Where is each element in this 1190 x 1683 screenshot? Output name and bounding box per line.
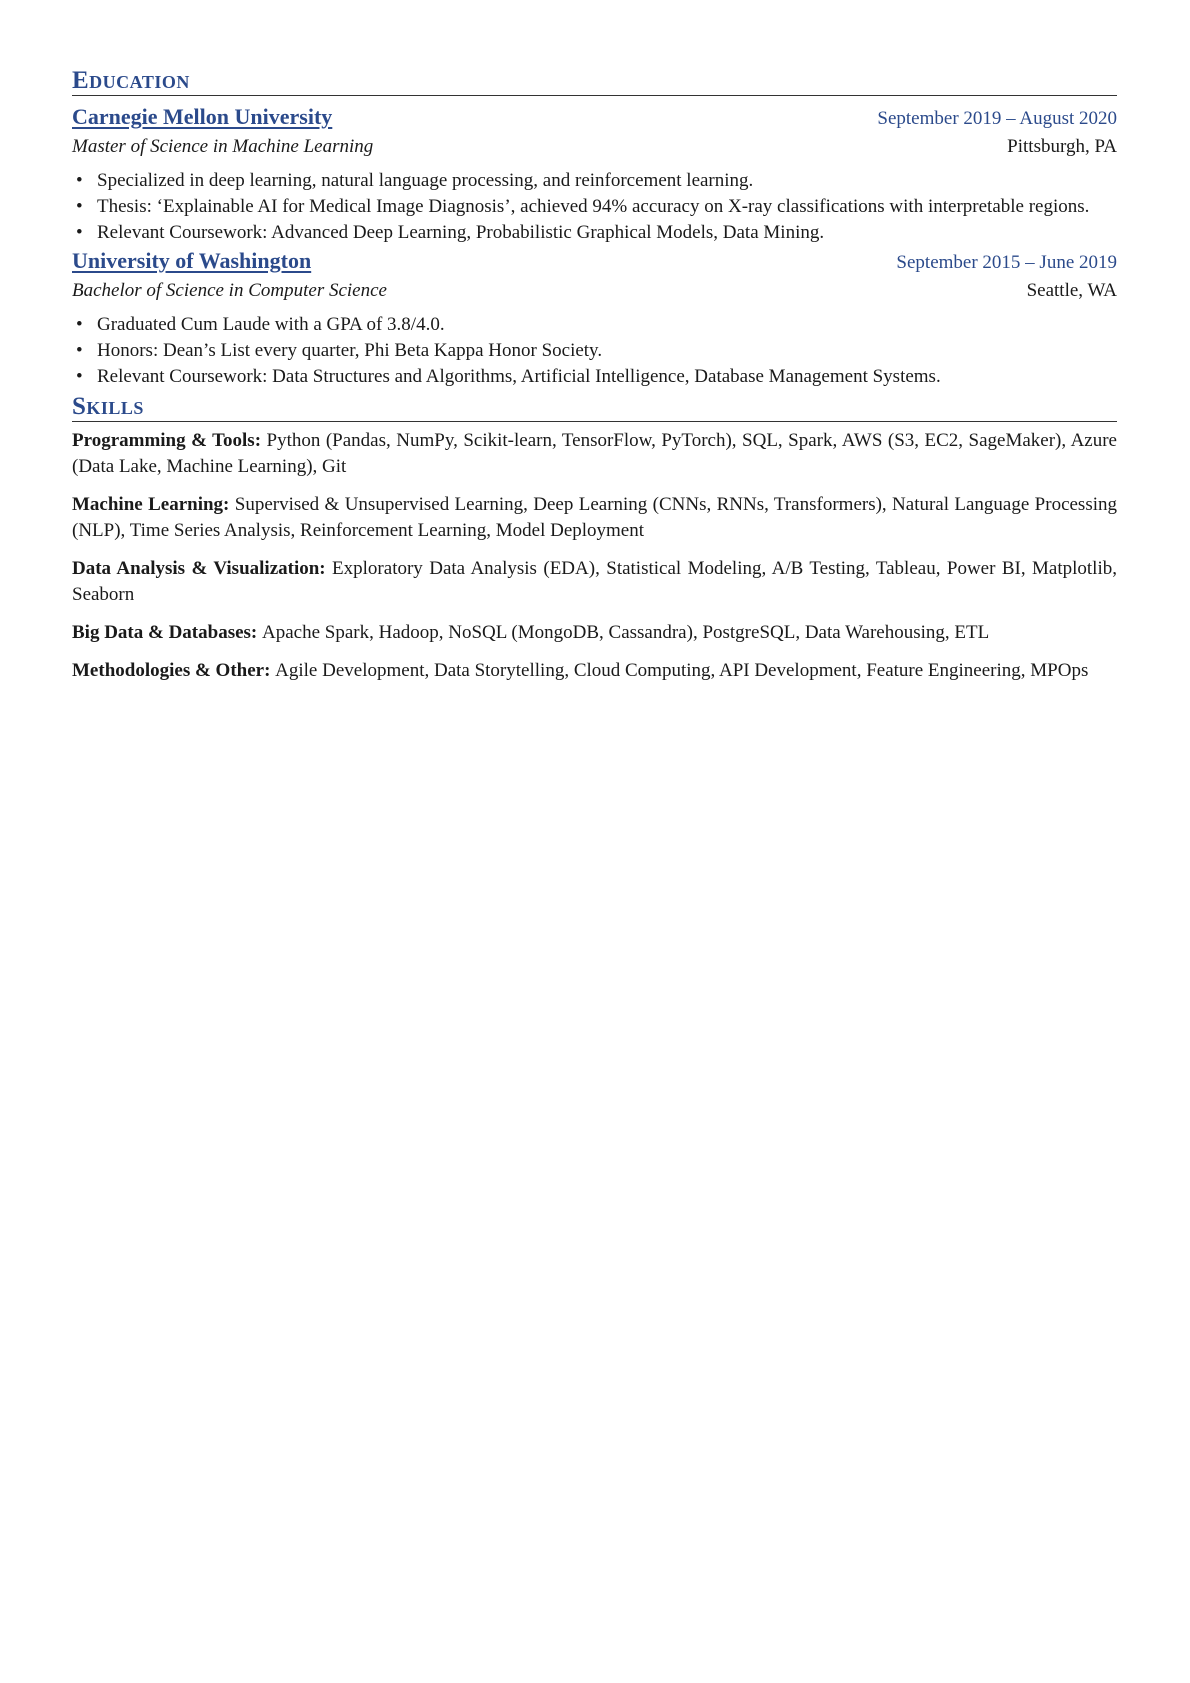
education-bullets [72,168,1117,246]
skill-text: Python (Pandas, NumPy, Scikit-learn, TensorFlow, PyTorch), SQL, Spark, AWS (S3, EC2, SageMaker), Azure (Data Lake, Machine Learning), Git [72,430,1117,477]
education-dates: September 2019 – August 2020 [877,108,1117,129]
skill-label: Data Analysis & Visualization: [72,558,333,579]
skill-label: Big Data & Databases: [72,622,262,643]
skill-label: Machine Learning: [72,494,235,515]
degree-title: Master of Science in Machine Learning [72,136,374,157]
bullet-item: • Graduated Cum Laude with a GPA of 3.8/4.0. [97,312,1117,338]
skill-row [72,620,1117,646]
bullet-item: • Specialized in deep learning, natural language processing, and reinforcement learning. [97,168,1117,194]
skill-label: Programming & Tools: [72,430,267,451]
school-name-link[interactable]: University of Washington [72,248,312,273]
skill-text: Exploratory Data Analysis (EDA), Statistical Modeling, A/B Testing, Tableau, Power BI, Matplotlib, Seaborn [72,558,1117,605]
skill-text: Apache Spark, Hadoop, NoSQL (MongoDB, Cassandra), PostgreSQL, Data Warehousing, ETL [262,622,990,643]
skill-text: Supervised & Unsupervised Learning, Deep Learning (CNNs, RNNs, Transformers), Natural Language Processing (NLP), Time Series Analysis, Reinforcement Learning, Model Deployment [72,494,1117,541]
skill-label: Methodologies & Other: [72,660,276,681]
school-location: Seattle, WA [1026,280,1117,301]
resume-page [72,68,1117,696]
education-entry-cmu [72,102,1117,246]
education-entry-uw [72,246,1117,390]
skill-text: Agile Development, Data Storytelling, Cloud Computing, API Development, Feature Engineering, MPOps [275,660,1089,681]
education-dates: September 2015 – June 2019 [896,252,1117,273]
degree-title: Bachelor of Science in Computer Science [72,280,387,301]
bullet-item: • Relevant Coursework: Data Structures and Algorithms, Artificial Intelligence, Database Management Systems. [97,364,1117,390]
education-heading: Education [72,68,1117,96]
education-bullets [72,312,1117,390]
skill-row [72,658,1117,684]
skill-row [72,492,1117,544]
bullet-item: • Thesis: ‘Explainable AI for Medical Image Diagnosis’, achieved 94% accuracy on X-ray classifications with interpretable regions. [97,194,1117,220]
skill-row [72,428,1117,480]
skills-heading: Skills [72,394,1117,422]
bullet-item: • Relevant Coursework: Advanced Deep Learning, Probabilistic Graphical Models, Data Mining. [97,220,1117,246]
school-location: Pittsburgh, PA [1007,136,1117,157]
skill-row [72,556,1117,608]
skills-list [72,428,1117,684]
school-name-link[interactable]: Carnegie Mellon University [72,104,333,129]
bullet-item: • Honors: Dean’s List every quarter, Phi Beta Kappa Honor Society. [97,338,1117,364]
